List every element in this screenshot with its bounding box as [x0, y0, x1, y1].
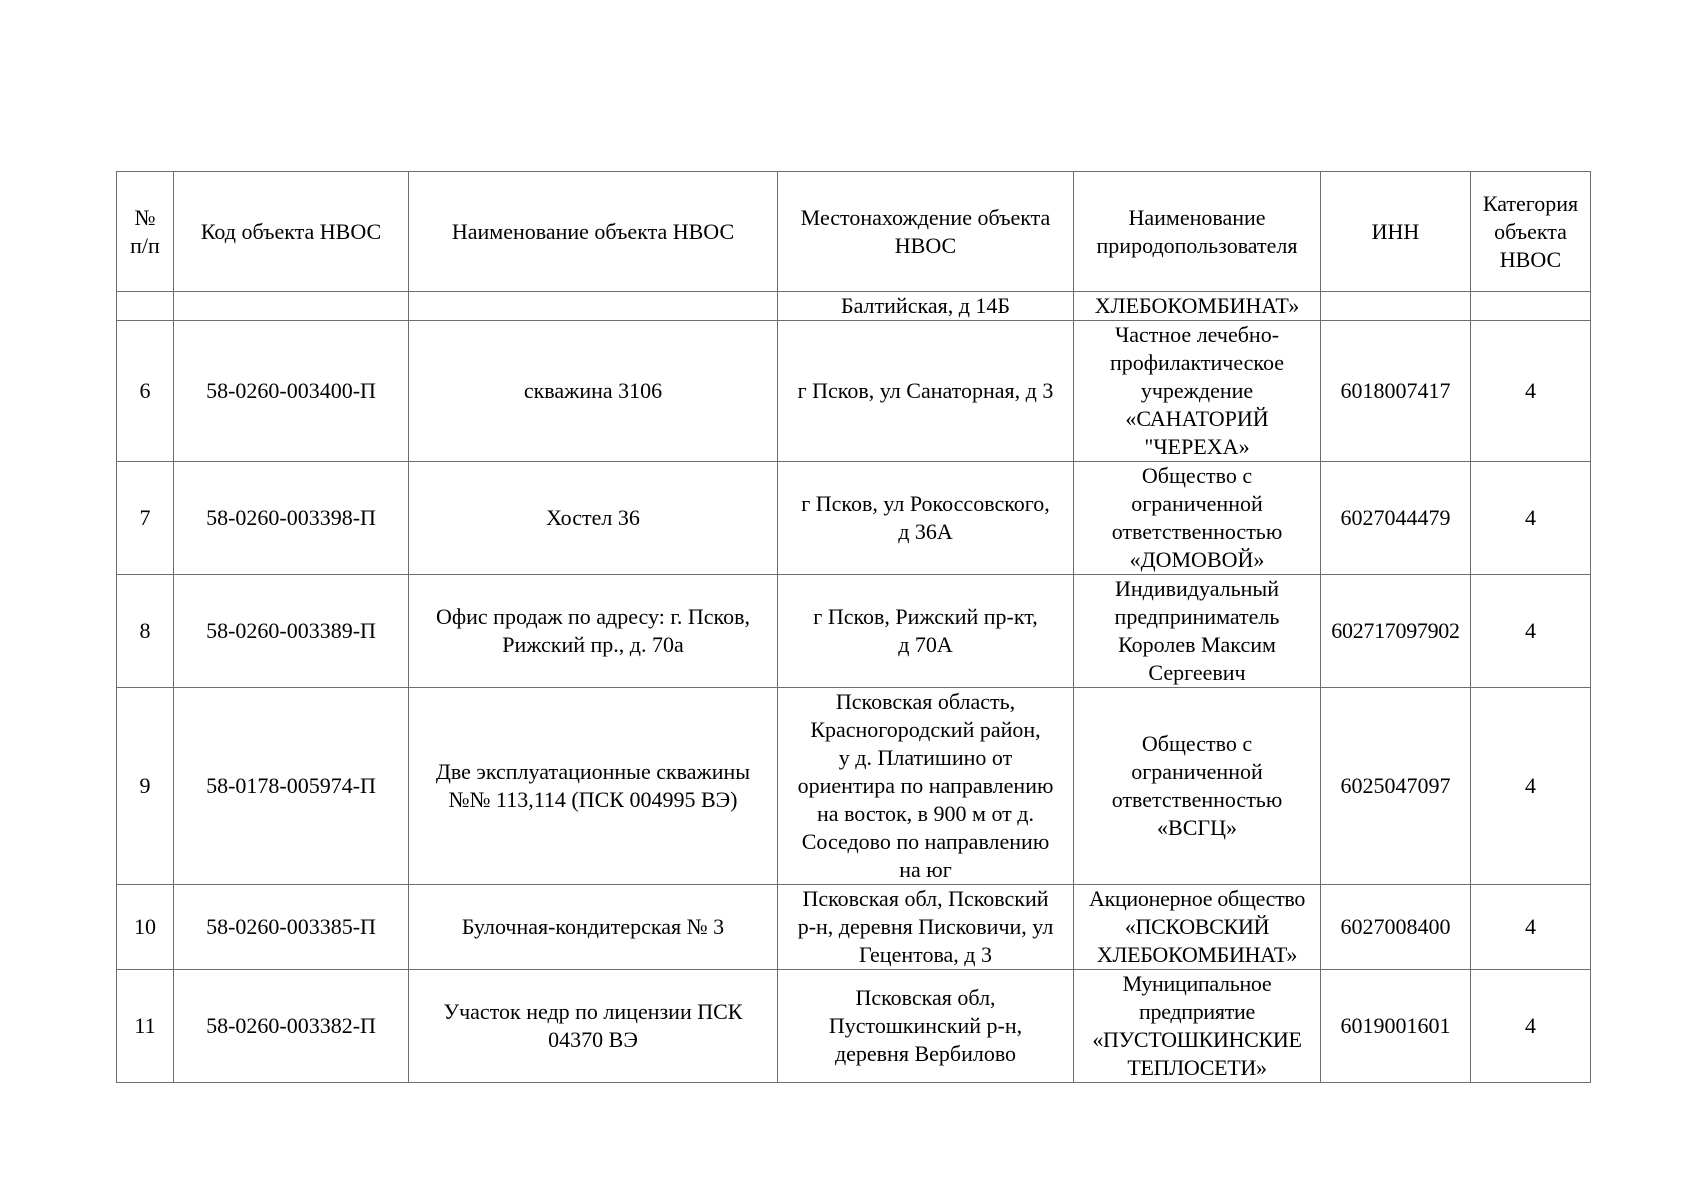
- cell-name: Участок недр по лицензии ПСК 04370 ВЭ: [409, 970, 778, 1083]
- cell-user: Общество с ограниченной ответственностью «ВСГЦ»: [1074, 688, 1321, 885]
- cell-category: 4: [1471, 970, 1591, 1083]
- cell-inn: 6027044479: [1321, 462, 1471, 575]
- cell-category: 4: [1471, 688, 1591, 885]
- header-code: Код объекта НВОС: [174, 172, 409, 292]
- cell-code: 58-0260-003382-П: [174, 970, 409, 1083]
- table-row-continuation: [117, 292, 1591, 321]
- header-category: Категория объекта НВОС: [1471, 172, 1591, 292]
- cell-inn: [1321, 292, 1471, 321]
- cell-location: Псковская область, Красногородский район, у д. Платишино от ориентира по направлению на восток, в 900 м от д. Соседово по направлению на юг: [778, 688, 1074, 885]
- cell-category: [1471, 292, 1591, 321]
- cell-name: Две эксплуатационные скважины №№ 113,114 (ПСК 004995 ВЭ): [409, 688, 778, 885]
- cell-inn: 602717097902: [1321, 575, 1471, 688]
- cell-location: Балтийская, д 14Б: [778, 292, 1074, 321]
- cell-inn: 6025047097: [1321, 688, 1471, 885]
- header-name: Наименование объекта НВОС: [409, 172, 778, 292]
- cell-code: 58-0260-003398-П: [174, 462, 409, 575]
- cell-location: Псковская обл, Псковский р-н, деревня Писковичи, ул Гецентова, д 3: [778, 885, 1074, 970]
- cell-user: Индивидуальный предприниматель Королев Максим Сергеевич: [1074, 575, 1321, 688]
- cell-category: 4: [1471, 575, 1591, 688]
- cell-category: 4: [1471, 885, 1591, 970]
- cell-location: Псковская обл, Пустошкинский р-н, деревня Вербилово: [778, 970, 1074, 1083]
- cell-code: 58-0260-003400-П: [174, 321, 409, 462]
- cell-num: 9: [117, 688, 174, 885]
- cell-user: ХЛЕБОКОМБИНАТ»: [1074, 292, 1321, 321]
- table-row: [117, 885, 1591, 970]
- cell-location: г Псков, Рижский пр-кт, д 70А: [778, 575, 1074, 688]
- header-location: Местонахождение объекта НВОС: [778, 172, 1074, 292]
- table-row: [117, 462, 1591, 575]
- cell-num: 11: [117, 970, 174, 1083]
- cell-name: скважина 3106: [409, 321, 778, 462]
- header-user: Наименование природопользователя: [1074, 172, 1321, 292]
- table-row: [117, 575, 1591, 688]
- cell-user: Частное лечебно- профилактическое учреждение «САНАТОРИЙ "ЧЕРЕХА»: [1074, 321, 1321, 462]
- table-row: [117, 321, 1591, 462]
- cell-user: Акционерное общество «ПСКОВСКИЙ ХЛЕБОКОМБИНАТ»: [1074, 885, 1321, 970]
- cell-num: 6: [117, 321, 174, 462]
- cell-name: Булочная-кондитерская № 3: [409, 885, 778, 970]
- cell-user: Муниципальное предприятие «ПУСТОШКИНСКИЕ ТЕПЛОСЕТИ»: [1074, 970, 1321, 1083]
- cell-location: г Псков, ул Рокоссовского, д 36А: [778, 462, 1074, 575]
- cell-category: 4: [1471, 321, 1591, 462]
- table-row: [117, 970, 1591, 1083]
- nvos-registry-table: [116, 171, 1591, 1083]
- cell-location: г Псков, ул Санаторная, д 3: [778, 321, 1074, 462]
- cell-code: 58-0260-003389-П: [174, 575, 409, 688]
- cell-inn: 6019001601: [1321, 970, 1471, 1083]
- cell-name: Офис продаж по адресу: г. Псков, Рижский пр., д. 70а: [409, 575, 778, 688]
- cell-num: 7: [117, 462, 174, 575]
- cell-category: 4: [1471, 462, 1591, 575]
- header-inn: ИНН: [1321, 172, 1471, 292]
- cell-num: [117, 292, 174, 321]
- cell-num: 8: [117, 575, 174, 688]
- cell-code: 58-0260-003385-П: [174, 885, 409, 970]
- cell-num: 10: [117, 885, 174, 970]
- cell-inn: 6018007417: [1321, 321, 1471, 462]
- cell-inn: 6027008400: [1321, 885, 1471, 970]
- header-num: № п/п: [117, 172, 174, 292]
- cell-name: Хостел 36: [409, 462, 778, 575]
- table-row: [117, 688, 1591, 885]
- cell-name: [409, 292, 778, 321]
- cell-code: 58-0178-005974-П: [174, 688, 409, 885]
- table-header-row: [117, 172, 1591, 292]
- cell-user: Общество с ограниченной ответственностью «ДОМОВОЙ»: [1074, 462, 1321, 575]
- cell-code: [174, 292, 409, 321]
